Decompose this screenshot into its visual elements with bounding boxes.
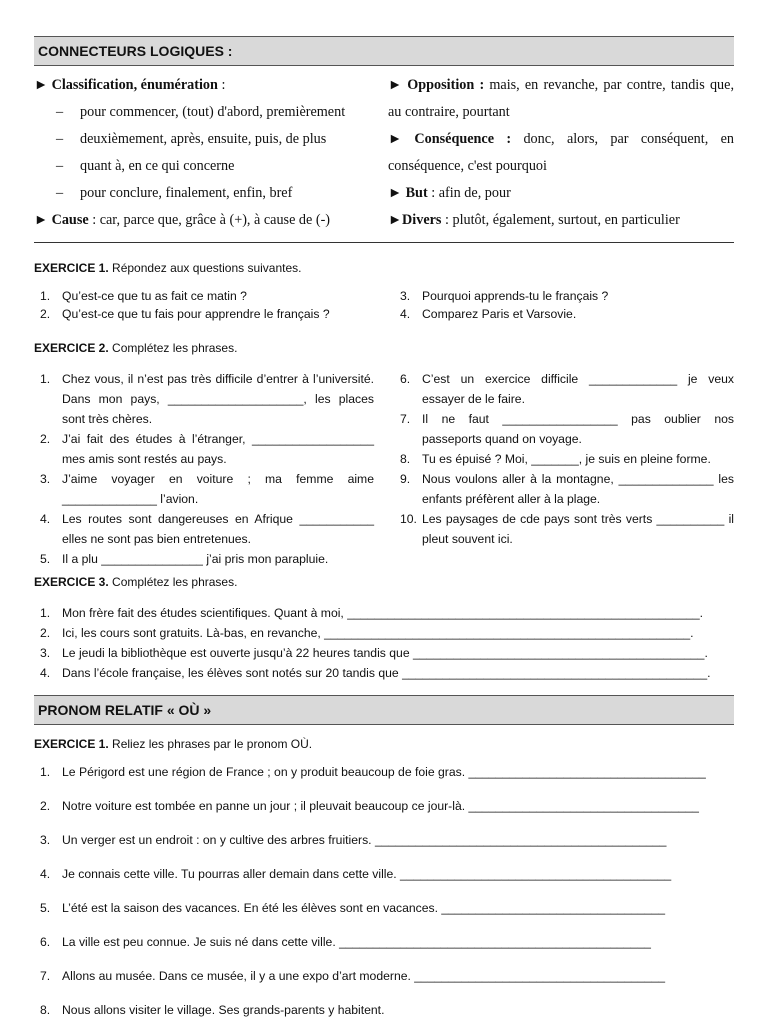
exercise-1-list [34,287,734,323]
section-title-connecteurs: CONNECTEURS LOGIQUES : [34,36,734,66]
section-title-pronom-relatif: PRONOM RELATIF « OÙ » [34,695,734,725]
list-item: 1. Qu’est-ce que tu as fait ce matin ? [40,289,247,303]
exercise-3-title: EXERCICE 3. Complétez les phrases. [34,575,238,589]
list-item: 7. Allons au musée. Dans ce musée, il y a une expo d’art moderne. _____________________________________ [40,969,666,983]
triangle-bullet-icon: ► [388,212,403,228]
dash-icon: – [56,131,64,147]
list-item: 2. Notre voiture est tombée en panne un jour ; il pleuvait beaucoup ce jour-là. __________________________________ [40,799,699,813]
exercise-1-title: EXERCICE 1. Répondez aux questions suivantes. [34,261,302,275]
triangle-bullet-icon: ► [388,131,403,147]
list-item: 2. Ici, les cours sont gratuits. Là-bas, en revanche, ______________________________________________________. [40,626,694,640]
dash-icon: – [56,185,64,201]
dash-icon: – [56,158,64,174]
list-item: 4. Les routes sont dangereuses en Afrique ___________ elles ne sont pas bien entretenues. [40,512,374,546]
list-item: 3. J’aime voyager en voiture ; ma femme aime ______________ l’avion. [40,472,374,506]
enumeration-item: – pour commencer, (tout) d'abord, premièrement [34,99,380,126]
but-line: ► But : afin de, pour [388,185,511,201]
list-item: 4. Dans l’école française, les élèves sont notés sur 20 tandis que _____________________________________________. [40,666,711,680]
triangle-bullet-icon: ► [388,185,403,201]
list-item: 1. Chez vous, il n’est pas très difficile d’entrer à l’université. Dans mon pays, ____________________, les places sont très chères. [40,372,374,426]
consequence-heading: Conséquence : [414,131,512,147]
list-item: 3. Pourquoi apprends-tu le français ? [400,289,609,303]
list-item: 3. Un verger est un endroit : on y cultive des arbres fruitiers. ___________________________________________ [40,833,667,847]
pronom-exercise-list [34,755,734,1027]
exercise-3-list [34,603,734,683]
list-item: 2. J’ai fait des études à l’étranger, __________________ mes amis sont restés au pays. [40,432,374,466]
list-item: 5. Il a plu _______________ j’ai pris mon parapluie. [40,552,329,566]
opposition-heading: Opposition : [407,77,485,93]
pronom-exercise-title: EXERCICE 1. Reliez les phrases par le pronom OÙ. [34,737,313,751]
list-item: 6. C’est un exercice difficile _____________ je veux essayer de le faire. [400,372,734,406]
list-item: 1. Le Périgord est une région de France ; on y produit beaucoup de foie gras. ___________________________________ [40,765,706,779]
exercise-2-list [34,369,734,569]
triangle-bullet-icon: ► [388,77,403,93]
list-item: 1. Mon frère fait des études scientifiques. Quant à moi, ____________________________________________________. [40,606,704,620]
list-item: 7. Il ne faut _________________ pas oublier nos passeports quand on voyage. [400,412,734,446]
list-item: 10. Les paysages de cde pays sont très verts __________ il pleut souvent ici. [400,512,734,546]
list-item: 8. Tu es épuisé ? Moi, _______, je suis en pleine forme. [400,452,711,466]
dash-icon: – [56,104,64,120]
connecteurs-left-column [34,66,388,234]
connecteurs-table [34,66,734,243]
cause-line: ► Cause : car, parce que, grâce à (+), à cause de (-) [34,212,331,228]
list-item: 8. Nous allons visiter le village. Ses grands-parents y habitent. [40,1003,385,1017]
divers-heading: Divers [402,212,442,228]
list-item: 6. La ville est peu connue. Je suis né dans cette ville. ______________________________________________ [40,935,651,949]
worksheet [34,36,734,1027]
but-heading: But [405,185,428,201]
list-item: 3. Le jeudi la bibliothèque est ouverte jusqu’à 22 heures tandis que ___________________________________________. [40,646,708,660]
connecteurs-right-column [388,66,734,234]
classification-line: ► Classification, énumération : [34,77,226,93]
list-item: 9. Nous voulons aller à la montagne, ______________ les enfants préfèrent aller à la plage. [400,472,734,506]
classification-heading: Classification, énumération [51,77,218,93]
exercise-2-title: EXERCICE 2. Complétez les phrases. [34,341,238,355]
list-item: 2. Qu’est-ce que tu fais pour apprendre le français ? [40,307,330,321]
enumeration-item: – quant à, en ce qui concerne [34,153,380,180]
enumeration-item: – pour conclure, finalement, enfin, bref [34,180,380,207]
triangle-bullet-icon: ► [34,212,49,228]
divers-line: ►Divers : plutôt, également, surtout, en particulier [388,212,680,228]
opposition-line: ► Opposition : mais, en revanche, par contre, tandis que, au contraire, pourtant [388,77,734,120]
enumeration-item: – deuxièmement, après, ensuite, puis, de plus [34,126,380,153]
list-item: 5. L’été est la saison des vacances. En été les élèves sont en vacances. _________________________________ [40,901,666,915]
cause-heading: Cause [51,212,89,228]
consequence-line: ► Conséquence : donc, alors, par conséquent, en conséquence, c'est pourquoi [388,131,734,174]
triangle-bullet-icon: ► [34,77,49,93]
list-item: 4. Comparez Paris et Varsovie. [400,307,577,321]
list-item: 4. Je connais cette ville. Tu pourras aller demain dans cette ville. ________________________________________ [40,867,672,881]
